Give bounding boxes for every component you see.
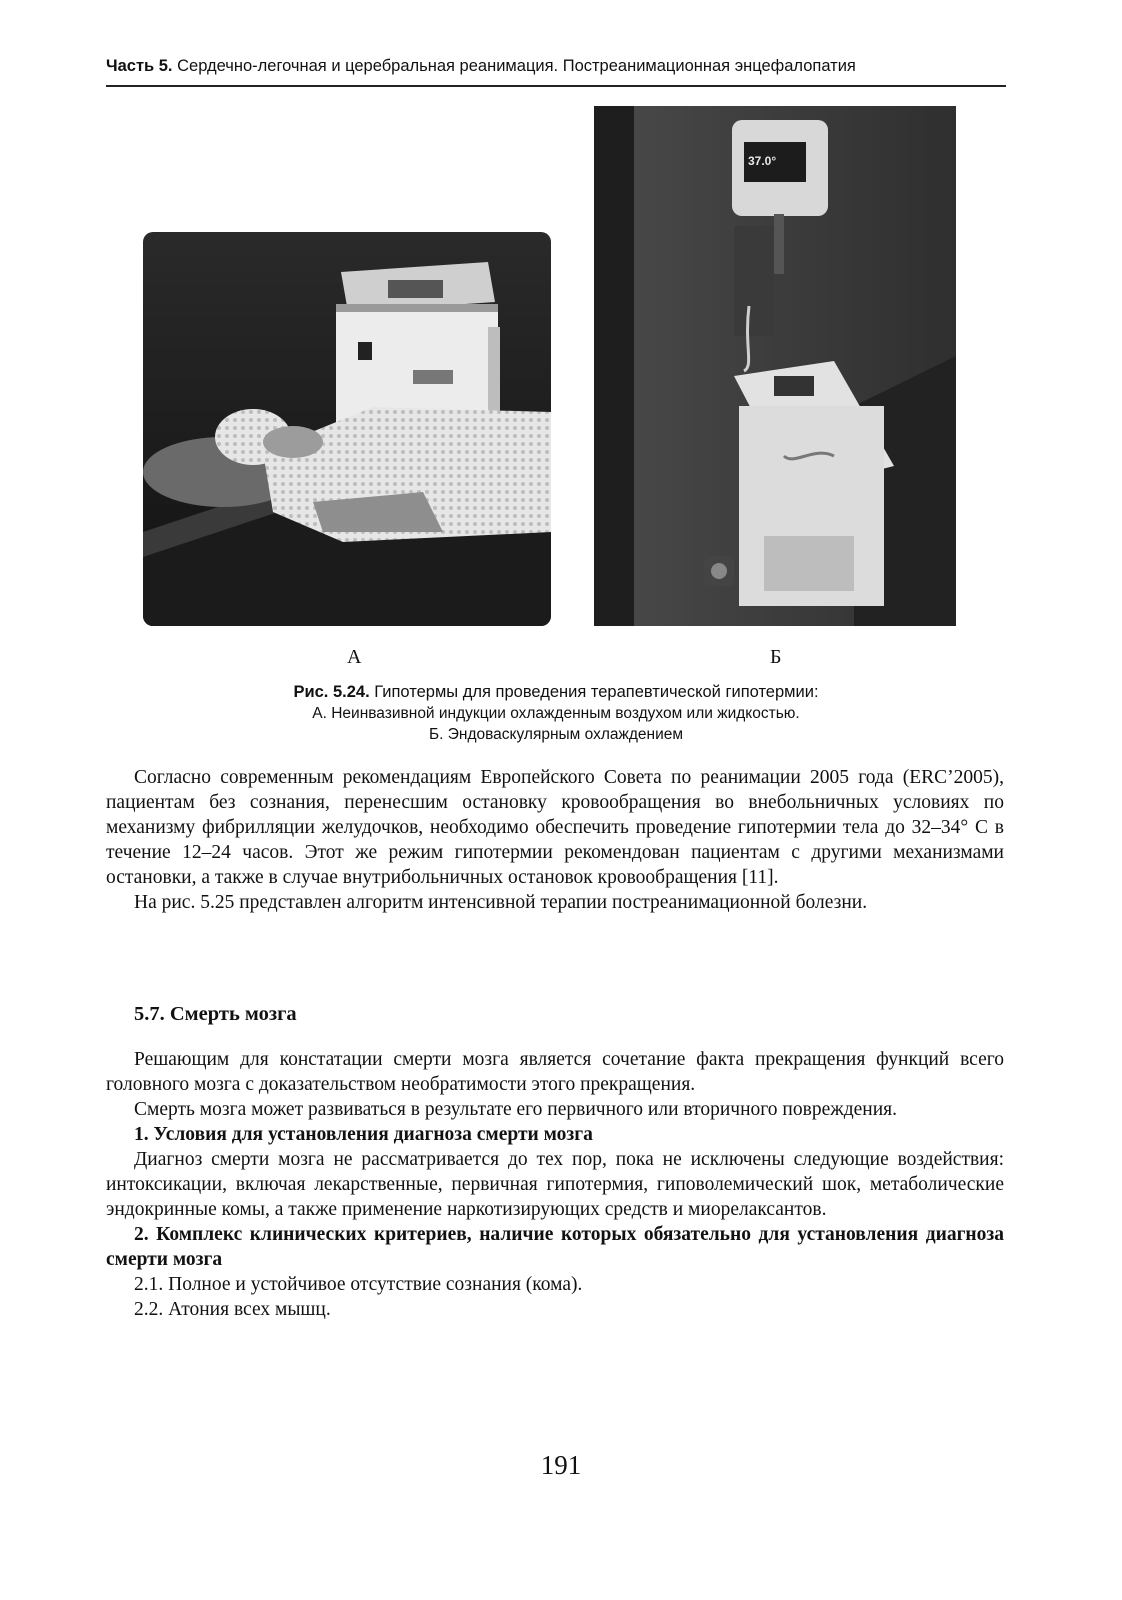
subheading: 1. Условия для установления диагноза смерти мозга: [134, 1124, 593, 1145]
list-item: 2.2. Атония всех мышц.: [134, 1299, 331, 1320]
body-text-top: [106, 765, 1004, 915]
paragraph: Диагноз смерти мозга не рассматривается до тех пор, пока не исключены следующие воздействия: интоксикации, включая лекарственные, первичная гипотермия, гиповолемический шок, метаболические эндокринные комы, а также применение наркотизирующих средств и миорелаксантов.: [106, 1149, 1004, 1220]
paragraph: Согласно современным рекомендациям Европейского Совета по реанимации 2005 года (ERC’2005), пациентам без сознания, перенесшим остановку кровообращения во внебольничных условиях по механизму фибрилляции желудочков, необходимо обеспечить проведение гипотермии тела до 32–34° С в течение 12–24 часов. Этот же режим гипотермии рекомендован пациентам с другими механизмами остановки, а также в случае внутрибольничных остановок кровообращения [11].: [106, 767, 1004, 888]
caption-title-line: [106, 682, 1006, 703]
caption-title: Гипотермы для проведения терапевтической гипотермии:: [374, 683, 819, 701]
paragraph: На рис. 5.25 представлен алгоритм интенсивной терапии постреанимационной болезни.: [134, 892, 868, 913]
paragraph: Смерть мозга может развиваться в результате его первичного или вторичного повреждения.: [134, 1099, 897, 1120]
figure-label-b: Б: [770, 646, 782, 668]
figure-label-a: А: [347, 646, 362, 668]
paragraph: Решающим для констатации смерти мозга является сочетание факта прекращения функций всего головного мозга с доказательством необратимости этого прекращения.: [106, 1049, 1004, 1095]
caption-line-b: Б. Эндоваскулярным охлаждением: [428, 726, 684, 743]
subheading: 2. Комплекс клинических критериев, наличие которых обязательно для установления диагноза смерти мозга: [106, 1224, 1004, 1270]
figure-photo-b: [594, 106, 956, 626]
caption-line-a: А. Неинвазивной индукции охлажденным воздухом или жидкостью.: [312, 705, 800, 722]
running-header: [106, 57, 1006, 87]
header-part: Часть 5.: [106, 57, 173, 75]
figure-caption: [106, 682, 1006, 745]
figure-photo-a: [143, 232, 551, 626]
header-title: Сердечно-легочная и церебральная реанимация. Постреанимационная энцефалопатия: [177, 57, 856, 75]
list-item: 2.1. Полное и устойчивое отсутствие сознания (кома).: [134, 1274, 583, 1295]
page-number: 191: [540, 1450, 582, 1480]
body-text-bottom: [106, 1047, 1004, 1322]
caption-number: Рис. 5.24.: [293, 683, 370, 701]
section-title: 5.7. Смерть мозга: [134, 1003, 297, 1025]
photo-b-display-text: 37.0°: [748, 154, 777, 168]
photo-a-image: [143, 232, 551, 626]
photo-b-image: [594, 106, 956, 626]
